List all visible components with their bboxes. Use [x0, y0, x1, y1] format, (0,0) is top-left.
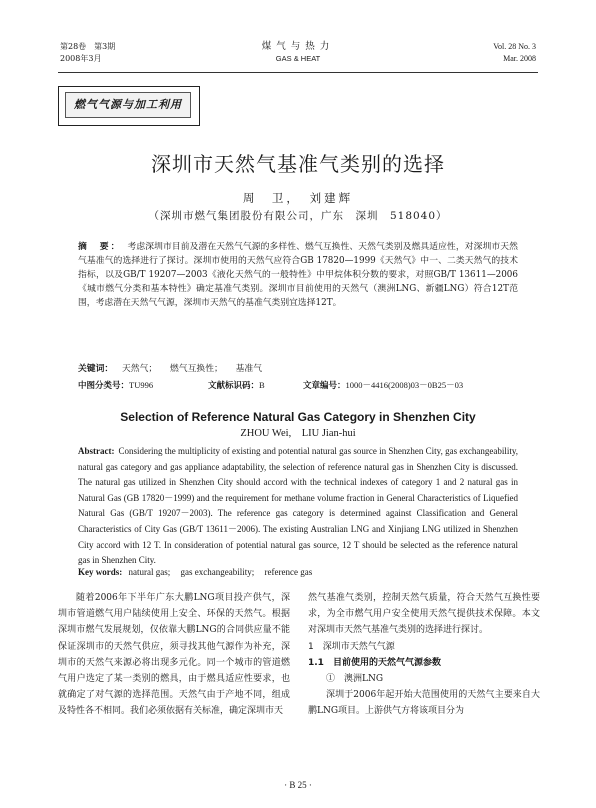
doc-code-label: 文献标识码：	[208, 381, 260, 391]
article-title-cn: 深圳市天然气基准气类别的选择	[151, 152, 445, 176]
abstract-en-text: Considering the multiplicity of existing and potential natural gas source in Shenzhen City, gas exchangeability, natural gas category and gas appliance adaptability, the selection of reference natural gas in Shenzhen City is discussed. The natural gas utilized in Shenzhen City should accord with the technical indexes of category 1 and 2 natural gas in Natural Gas (GB 17820－1999) and the requirement for methane volume fraction in General Characteristics of Liquefied Natural Gas (GB/T 19207－2003). The reference gas category is determined against Classification and General Characteristics of City Gas (GB/T 13611－2006). The existing Australian LNG and Xinjiang LNG utilized in Shenzhen City accord with 12 T. In consideration of potential natural gas source, 12 T should be selected as the reference natural gas in Shenzhen City.	[78, 446, 518, 566]
clc-value: TU996	[129, 380, 154, 390]
article-number-label: 文章编号：	[303, 381, 346, 391]
abstract-en	[78, 444, 518, 569]
abstract-en-label: Abstract:	[78, 446, 115, 456]
clc-number	[78, 378, 153, 393]
volume-issue-en: Vol. 28 No. 3	[493, 42, 536, 51]
body-paragraph-continued: 然气基准气类别，控制天然气质量，符合天然气互换性要求，为全市燃气用户安全使用天然气提供技术保障。本文对深圳市天然气基准气类别的选择进行探讨。	[308, 593, 540, 636]
volume-issue-cn: 第28卷 第3期	[60, 42, 116, 51]
body-paragraph: 深圳于2006年起开始大范围使用的天然气主要来自大鹏LNG项目。上游供气方将该项目分为	[308, 690, 540, 717]
header-right	[493, 41, 536, 65]
keyword-en: natural gas;	[128, 567, 171, 577]
affiliation-cn: （深圳市燃气集团股份有限公司，广东 深圳 518040）	[148, 210, 448, 222]
column-tag-box	[58, 86, 200, 126]
date-cn: 2008年3月	[60, 54, 102, 63]
clc-label: 中图分类号：	[78, 381, 130, 391]
keywords-cn-label: 关键词：	[78, 364, 114, 374]
article-number	[303, 378, 463, 393]
keyword-cn: 基准气	[235, 364, 262, 374]
abstract-cn-text: 考虑深圳市目前及潜在天然气气源的多样性、燃气互换性、天然气类别及燃具适应性，对深圳市天然气基准气的选择进行了探讨。深圳市使用的天然气应符合GB 17820—1999《天然气》中一、二类天然气的技术指标，以及GB/T 19207—2003《液化天然气的一般特性》中甲烷体积分数的要求，对照GB/T 13611—2006《城市燃气分类和基本特性》确定基准气类别。深圳市目前使用的天然气（澳洲LNG、新疆LNG）符合12T范围，考虑潜在天然气气源，深圳市天然气的基准气类别宜选择12T。	[78, 242, 518, 308]
journal-name-cn: 煤气与热力	[261, 41, 335, 52]
keyword-cn: 天然气；	[122, 364, 158, 374]
body-column-right	[308, 590, 540, 720]
keywords-cn	[78, 362, 518, 376]
keyword-en: gas exchangeability;	[180, 567, 255, 577]
abstract-cn	[78, 240, 518, 310]
article-title-en: Selection of Reference Natural Gas Category in Shenzhen City	[120, 410, 476, 424]
journal-name-en: GAS & HEAT	[275, 54, 321, 63]
list-item-heading: ① 澳洲LNG	[326, 674, 384, 685]
keywords-en	[78, 565, 518, 579]
body-text	[58, 590, 538, 770]
keyword-en: reference gas	[264, 567, 313, 577]
doc-code-value: B	[259, 380, 265, 390]
keyword-cn: 燃气互换性；	[170, 364, 223, 374]
body-column-left	[58, 590, 290, 720]
authors-en: ZHOU Wei, LIU Jian-hui	[240, 428, 356, 439]
subsection-heading: 1.1 目前使用的天然气气源参数	[308, 657, 441, 668]
body-paragraph: 随着2006年下半年广东大鹏LNG项目投产供气，深圳市管道燃气用户陆续使用上安全、环保的天然气。根据深圳市燃气发展规划，仅依靠大鹏LNG的合同供应量不能保证深圳市的天然气供应，须寻找其他气源作为补充，深圳市的天然气来源必将出现多元化。同一个城市的管道燃气用户选定了某一类别的燃具，由于燃具适应性要求，也就确定了对气源的选择范围。天然气由于产地不同，组成及特性各不相同。我们必须依据有关标准，确定深圳市天	[58, 593, 290, 717]
page-number: · B 25 ·	[284, 780, 312, 790]
doc-code	[208, 378, 265, 393]
running-header	[0, 41, 596, 71]
article-number-value: 1000－4416(2008)03－0B25－03	[345, 380, 464, 390]
column-tag-label: 燃气气源与加工利用	[65, 92, 191, 118]
header-divider	[58, 72, 538, 73]
abstract-cn-label: 摘 要：	[78, 242, 122, 252]
authors-cn: 周 卫， 刘建辉	[242, 191, 354, 205]
section-heading: 1 深圳市天然气气源	[308, 641, 395, 652]
keywords-en-label: Key words:	[78, 567, 123, 577]
date-en: Mar. 2008	[503, 54, 536, 63]
